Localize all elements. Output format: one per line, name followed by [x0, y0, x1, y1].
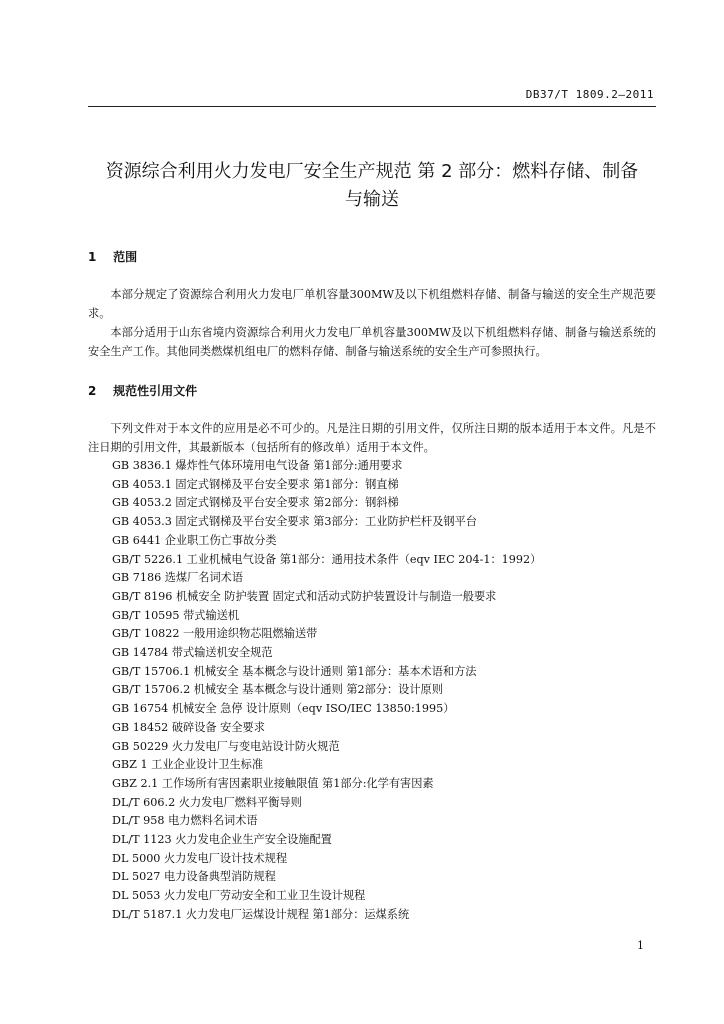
- reference-item: DL 5053 火力发电厂劳动安全和工业卫生设计规程: [112, 889, 366, 903]
- reference-item: GB/T 8196 机械安全 防护装置 固定式和活动式防护装置设计与制造一般要求: [112, 589, 497, 603]
- reference-item: GB 7186 选煤厂名词术语: [112, 571, 244, 585]
- reference-item: DL/T 958 电力燃料名词术语: [112, 814, 258, 828]
- reference-item: GB/T 10595 带式输送机: [112, 608, 240, 622]
- reference-item: DL 5000 火力发电厂设计技术规程: [112, 851, 288, 865]
- section-normative-references: [88, 382, 656, 925]
- reference-item: GB 16754 机械安全 急停 设计原则（eqv ISO/IEC 13850:1995）: [112, 702, 455, 716]
- reference-item: GB 4053.2 固定式钢梯及平台安全要求 第2部分：钢斜梯: [112, 496, 399, 510]
- section-number: 1: [88, 250, 97, 264]
- reference-list: [88, 457, 656, 925]
- reference-item: GB/T 10822 一般用途织物芯阻燃输送带: [112, 627, 318, 641]
- section-title: 规范性引用文件: [113, 384, 198, 398]
- title-line-1: 资源综合利用火力发电厂安全生产规范 第 2 部分：燃料存储、制备: [105, 161, 639, 182]
- reference-item: GB 3836.1 爆炸性气体环境用电气设备 第1部分:通用要求: [112, 459, 403, 472]
- reference-item: GB 4053.1 固定式钢梯及平台安全要求 第1部分：钢直梯: [112, 477, 399, 491]
- reference-item: GB 18452 破碎设备 安全要求: [112, 720, 265, 734]
- section-number: 2: [88, 384, 97, 398]
- paragraph: 本部分规定了资源综合利用火力发电厂单机容量300MW及以下机组燃料存储、制备与输送的安全生产规范要求。: [88, 288, 656, 320]
- reference-item: DL/T 606.2 火力发电厂燃料平衡导则: [112, 795, 302, 809]
- paragraph: 本部分适用于山东省境内资源综合利用火力发电厂单机容量300MW及以下机组燃料存储、制备与输送系统的安全生产工作。其他同类燃煤机组电厂的燃料存储、制备与输送系统的安全生产可参照执行。: [88, 326, 656, 358]
- title-line-2: 与输送: [345, 189, 399, 210]
- reference-item: GBZ 1 工业企业设计卫生标准: [112, 758, 264, 772]
- page-title: [88, 158, 656, 214]
- section-scope: [88, 248, 656, 361]
- reference-item: GB 50229 火力发电厂与变电站设计防火规范: [112, 739, 340, 753]
- reference-item: DL 5027 电力设备典型消防规程: [112, 870, 276, 884]
- doc-code: DB37/T 1809.2—2011: [525, 88, 654, 101]
- header-rule: [88, 106, 656, 107]
- reference-item: GB 4053.3 固定式钢梯及平台安全要求 第3部分：工业防护栏杆及钢平台: [112, 515, 477, 529]
- page-number: 1: [637, 939, 644, 952]
- reference-item: GBZ 2.1 工作场所有害因素职业接触限值 第1部分:化学有害因素: [112, 776, 434, 790]
- section-heading: [88, 382, 656, 399]
- reference-item: GB/T 15706.2 机械安全 基本概念与设计通则 第2部分：设计原则: [112, 683, 443, 697]
- reference-item: GB/T 15706.1 机械安全 基本概念与设计通则 第1部分：基本术语和方法: [112, 664, 477, 678]
- paragraph: 下列文件对于本文件的应用是必不可少的。凡是注日期的引用文件，仅所注日期的版本适用于本文件。凡是不注日期的引用文件，其最新版本（包括所有的修改单）适用于本文件。: [88, 422, 656, 454]
- reference-item: DL/T 5187.1 火力发电厂运煤设计规程 第1部分：运煤系统: [112, 907, 410, 921]
- reference-item: GB 6441 企业职工伤亡事故分类: [112, 533, 277, 547]
- section-title: 范围: [113, 250, 138, 264]
- section-heading: [88, 248, 656, 265]
- reference-item: DL/T 1123 火力发电企业生产安全设施配置: [112, 833, 332, 847]
- reference-item: GB 14784 带式输送机安全规范: [112, 646, 273, 660]
- reference-item: GB/T 5226.1 工业机械电气设备 第1部分：通用技术条件（eqv IEC 204-1：1992）: [112, 552, 542, 566]
